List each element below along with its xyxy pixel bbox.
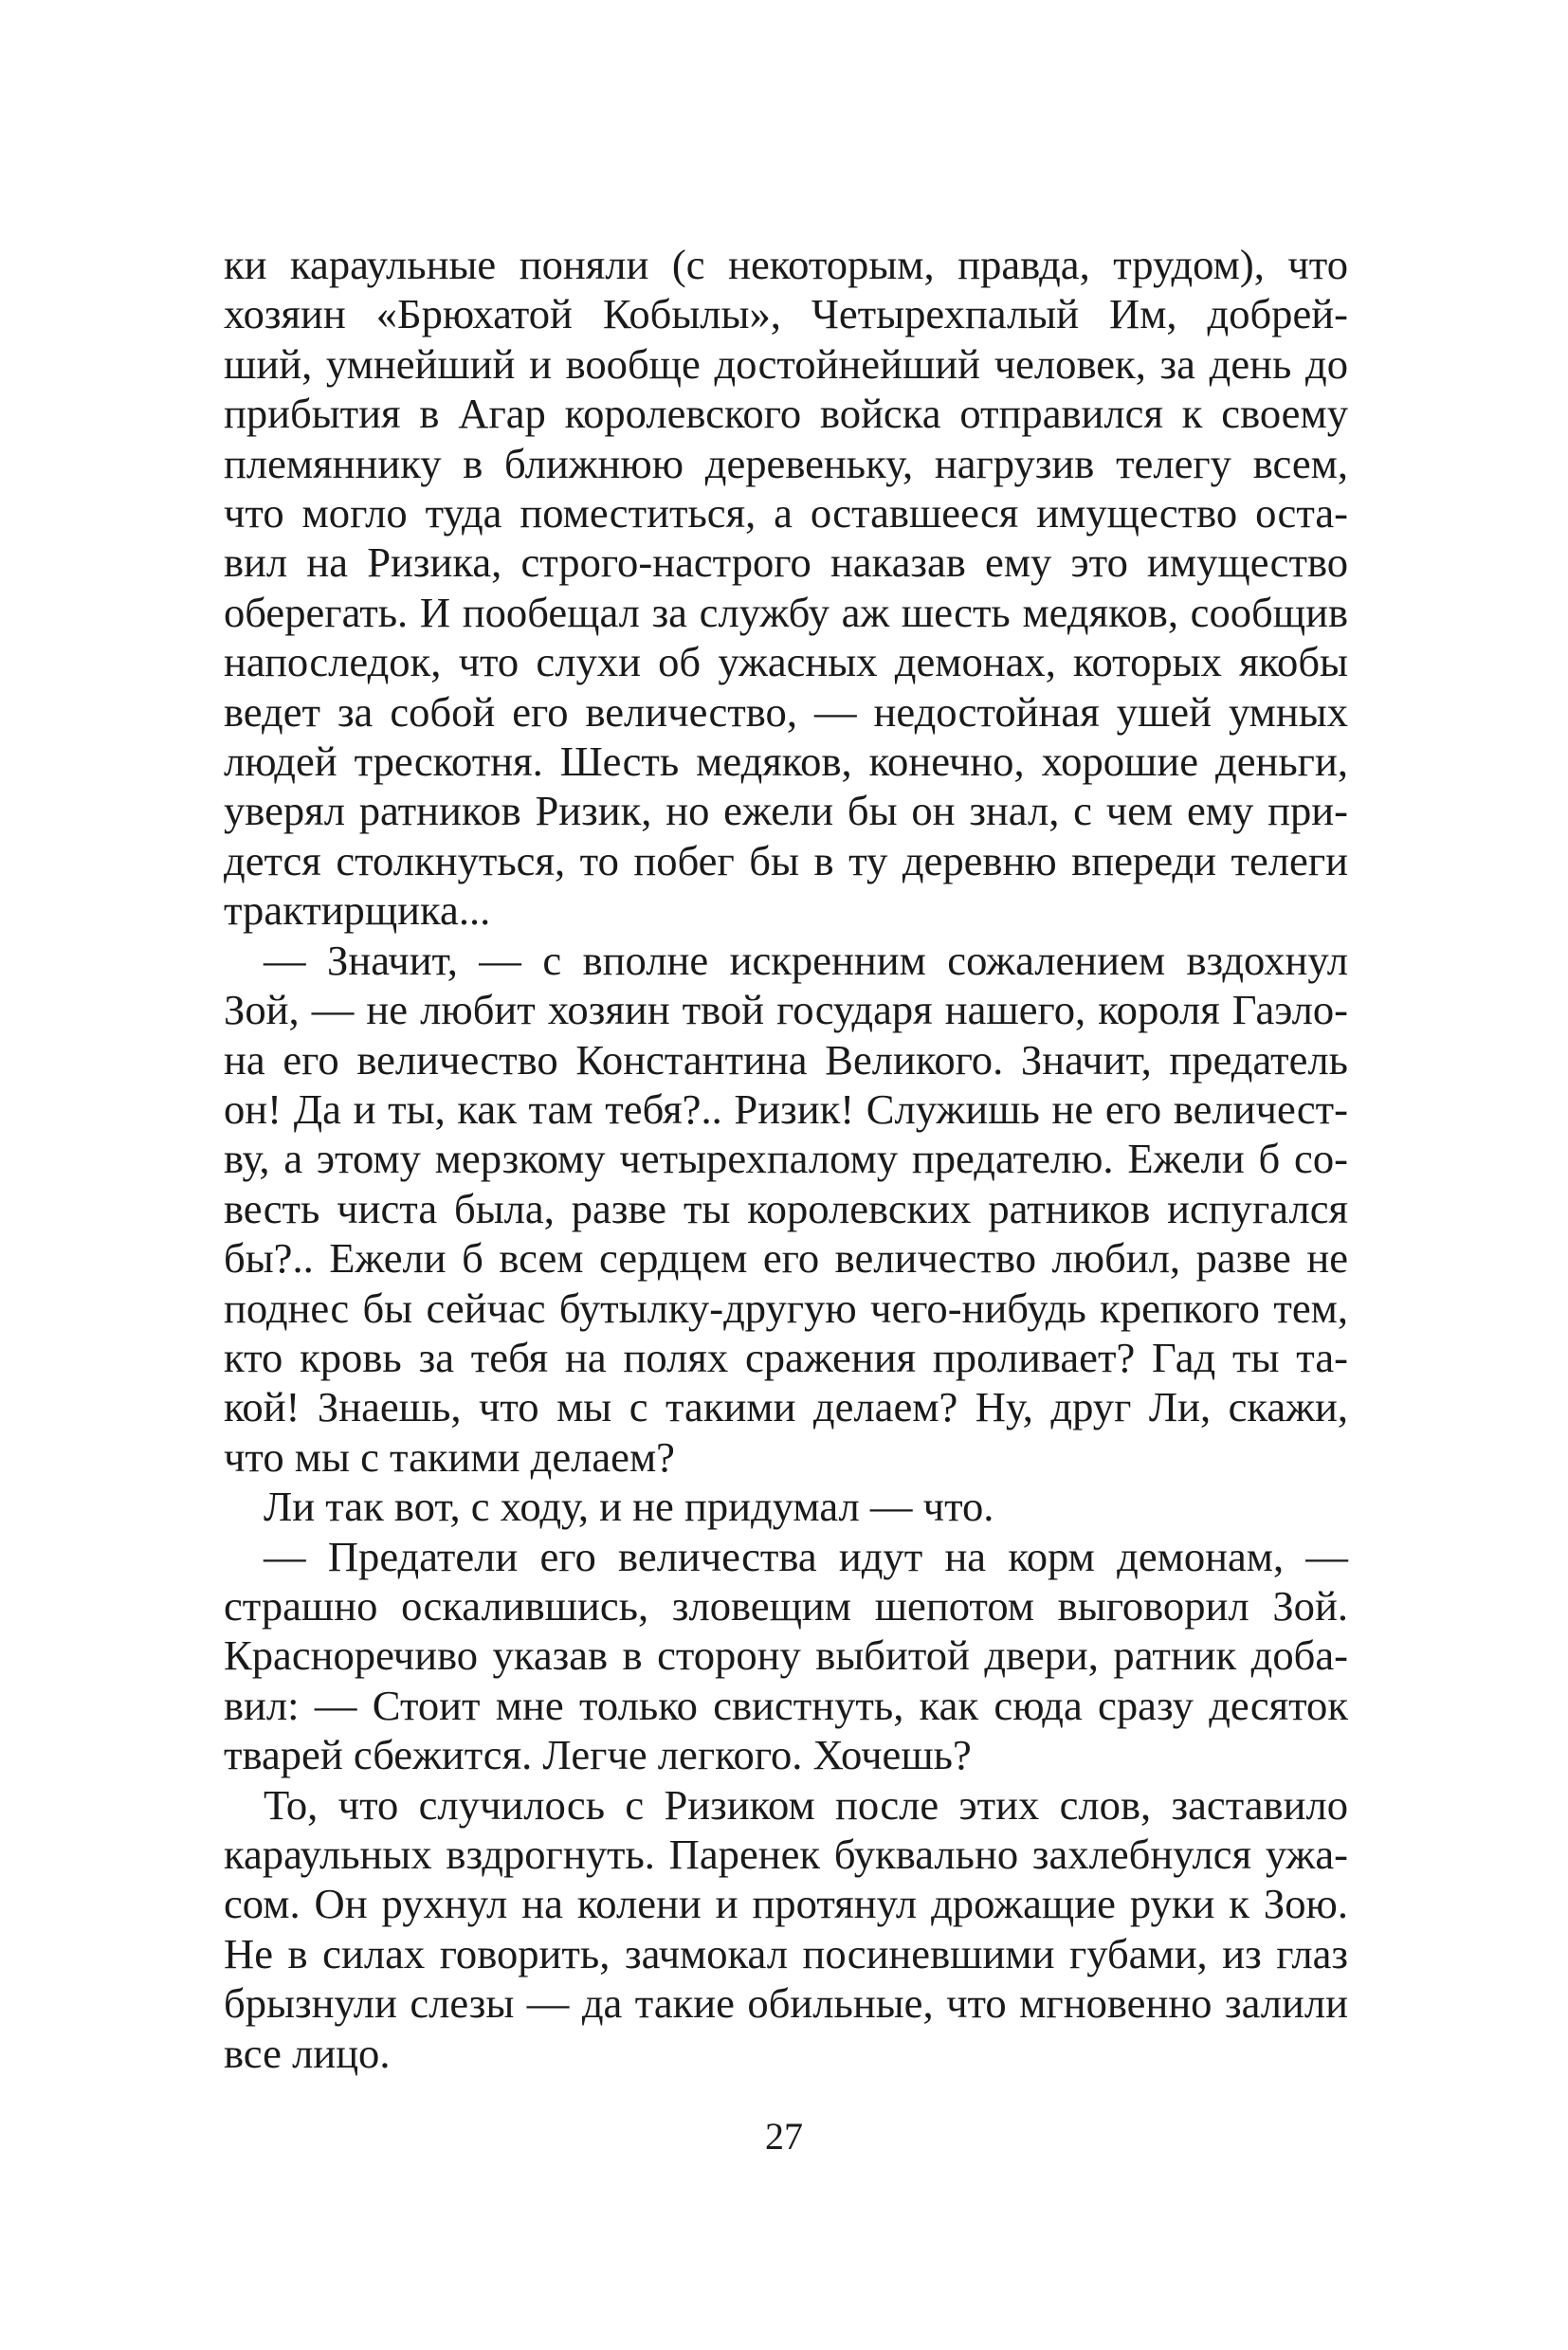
text-line: оберегать. И пообещал за службу аж шесть медяков, сообщив xyxy=(224,588,1348,636)
text-line: страшно оскалившись, зловещим шепотом выговорил Зой. xyxy=(224,1581,1348,1630)
text-line: людей трескотня. Шесть медяков, конечно, хорошие деньги, xyxy=(224,738,1348,786)
text-line: племяннику в ближнюю деревеньку, нагрузив телегу всем, xyxy=(224,439,1348,487)
text-line: Красноречиво указав в сторону выбитой двери, ратник доба- xyxy=(224,1631,1348,1680)
text-line: что могло туда поместиться, а оставшееся имущество оста- xyxy=(224,489,1348,537)
body-text xyxy=(224,240,1348,2078)
text-line: ки караульные поняли (с некоторым, правда, трудом), что xyxy=(224,241,1348,288)
text-line: напоследок, что слухи об ужасных демонах, которых якобы xyxy=(224,638,1348,686)
text-line: — Предатели его величества идут на корм демонам, — xyxy=(264,1532,1348,1580)
text-line: сом. Он рухнул на колени и протянул дрожащие руки к Зою. xyxy=(224,1880,1348,1928)
text-line: все лицо. xyxy=(224,2029,391,2077)
text-line: кой! Знаешь, что мы с такими делаем? Ну, друг Ли, скажи, xyxy=(224,1383,1348,1431)
text-line: бы?.. Ежели б всем сердцем его величество любил, разве не xyxy=(224,1234,1348,1283)
text-line: ведет за собой его величество, — недостойная ушей умных xyxy=(224,687,1348,736)
text-line: вил на Ризика, строго-настрого наказав ему это имущество xyxy=(224,538,1348,587)
text-line: ший, умнейший и вообще достойнейший человек, за день до xyxy=(224,339,1348,388)
text-line: Не в силах говорить, зачмокал посиневшими губами, из глаз xyxy=(224,1929,1348,1977)
text-line: ву, а этому мерзкому четырехпалому предателю. Ежели б со- xyxy=(224,1135,1348,1183)
page-number: 27 xyxy=(765,2115,803,2158)
text-line: брызнули слезы — да такие обильные, что мгновенно залили xyxy=(224,1979,1348,2028)
text-line: — Значит, — с вполне искренним сожалением вздохнул xyxy=(264,936,1348,984)
text-line: вил: — Стоит мне только свистнуть, как сюда сразу десяток xyxy=(224,1681,1348,1729)
text-line: что мы с такими делаем? xyxy=(224,1432,675,1481)
text-line: весть чиста была, разве ты королевских ратников испугался xyxy=(224,1184,1348,1232)
text-line: на его величество Константина Великого. Значит, предатель xyxy=(224,1035,1348,1084)
text-line: Ли так вот, с ходу, и не придумал — что. xyxy=(264,1483,994,1531)
text-line: трактирщика... xyxy=(224,886,491,935)
text-line: хозяин «Брюхатой Кобылы», Четырехпалый Им, добрей- xyxy=(224,290,1348,338)
text-line: То, что случилось с Ризиком после этих слов, заставило xyxy=(264,1780,1348,1829)
text-line: дется столкнуться, то побег бы в ту деревню впереди телеги xyxy=(224,836,1348,884)
text-line: Зой, — не любит хозяин твой государя нашего, короля Гаэло- xyxy=(224,986,1348,1034)
text-line: он! Да и ты, как там тебя?.. Ризик! Служишь не его величест- xyxy=(224,1084,1348,1133)
text-line: кто кровь за тебя на полях сражения проливает? Гад ты та- xyxy=(224,1333,1348,1381)
text-line: уверял ратников Ризик, но ежели бы он знал, с чем ему при- xyxy=(224,787,1348,835)
text-line: караульных вздрогнуть. Паренек буквально захлебнулся ужа- xyxy=(224,1831,1348,1878)
text-line: поднес бы сейчас бутылку-другую чего-нибудь крепкого тем, xyxy=(224,1284,1348,1332)
text-line: тварей сбежится. Легче легкого. Хочешь? xyxy=(224,1731,972,1779)
text-line: прибытия в Агар королевского войска отправился к своему xyxy=(224,390,1348,438)
